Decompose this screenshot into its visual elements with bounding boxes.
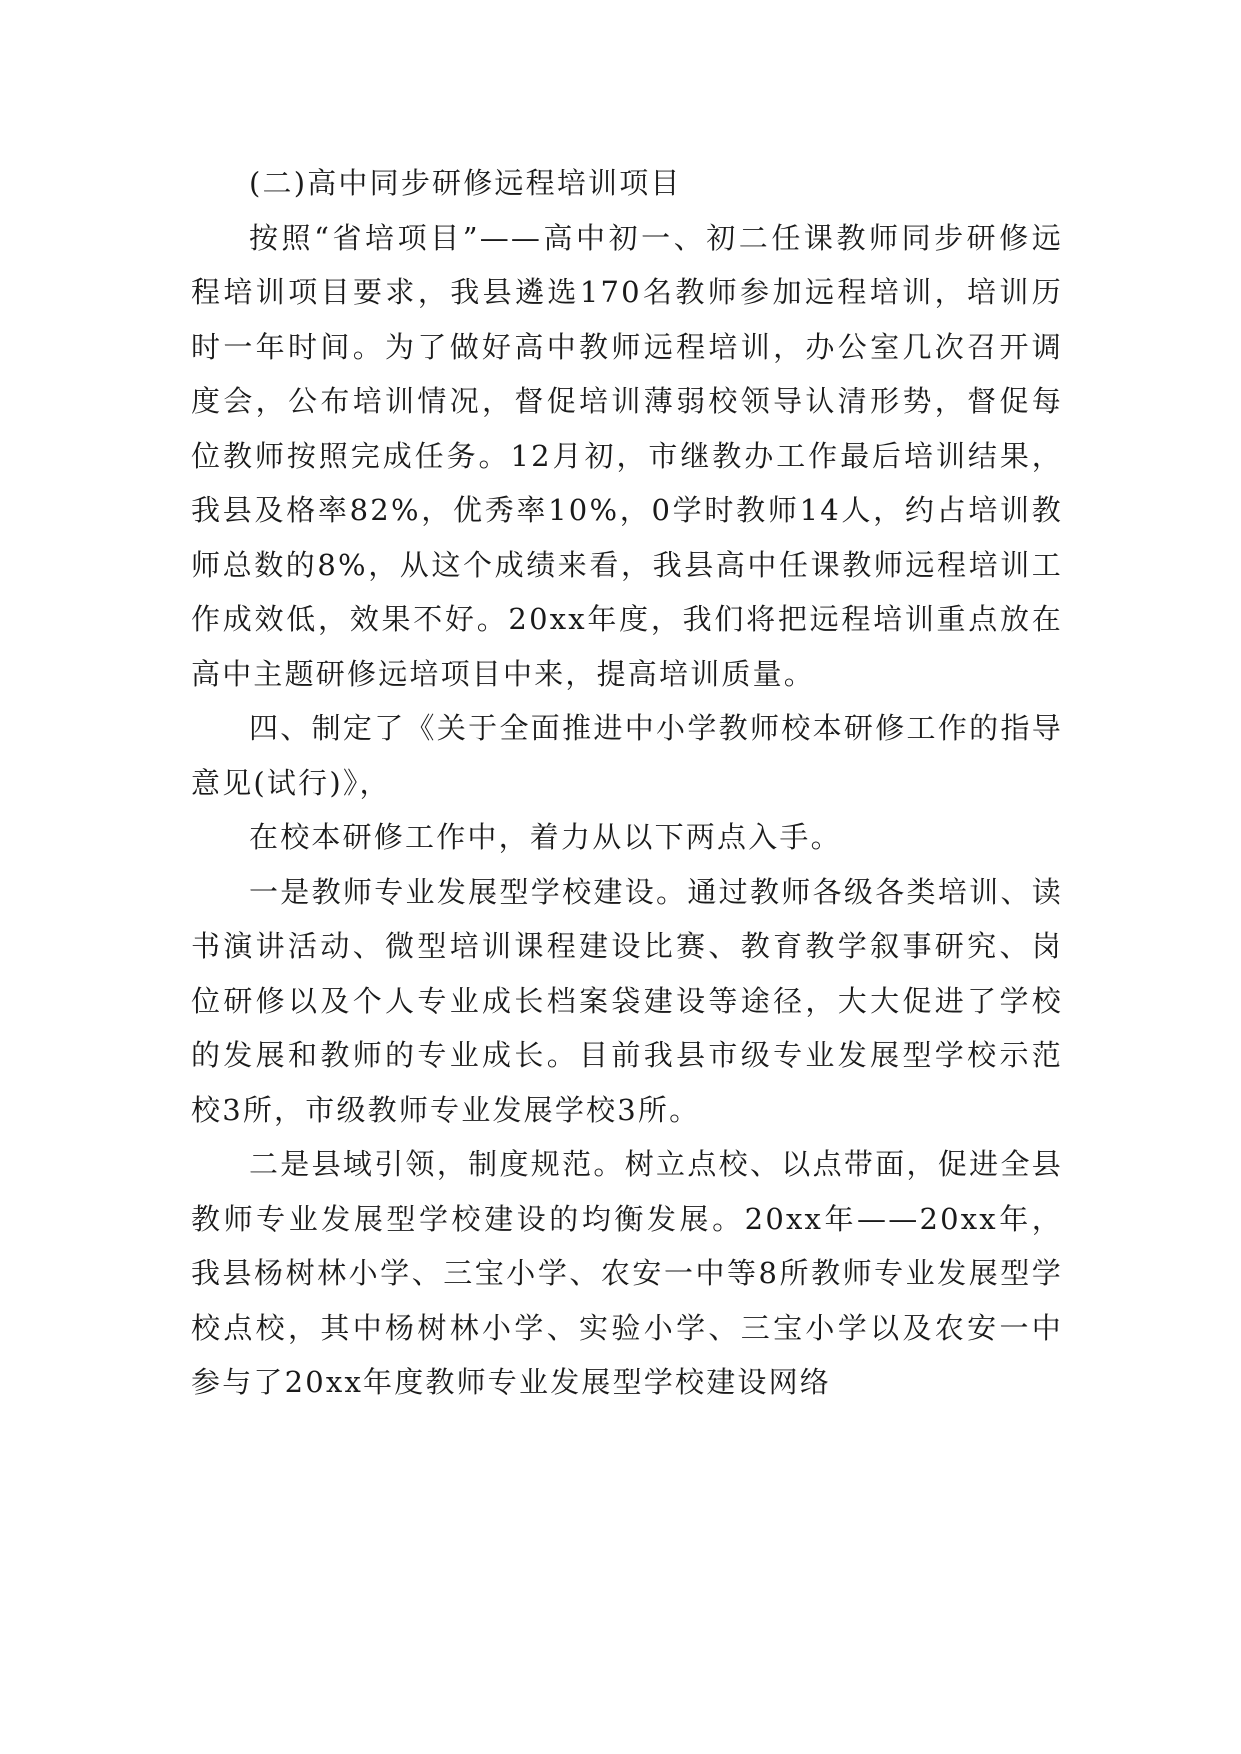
document-body bbox=[191, 156, 1063, 1410]
paragraph-point-two: 二是县域引领，制度规范。树立点校、以点带面，促进全县教师专业发展型学校建设的均衡发展。20xx年——20xx年，我县杨树林小学、三宝小学、农安一中等8所教师专业发展型学校点校，其中杨树林小学、实验小学、三宝小学以及农安一中参与了20xx年度教师专业发展型学校建设网络 bbox=[191, 1147, 1063, 1399]
paragraph-remote-training-results: 按照“省培项目”——高中初一、初二任课教师同步研修远程培训项目要求，我县遴选170名教师参加远程培训，培训历时一年时间。为了做好高中教师远程培训，办公室几次召开调度会，公布培训情况，督促培训薄弱校领导认清形势，督促每位教师按照完成任务。12月初，市继教办工作最后培训结果，我县及格率82%，优秀率10%，0学时教师14人，约占培训教师总数的8%，从这个成绩来看，我县高中任课教师远程培训工作成效低，效果不好。20xx年度，我们将把远程培训重点放在高中主题研修远培项目中来，提高培训质量。 bbox=[191, 220, 1063, 691]
section-heading-school-based-research: 四、制定了《关于全面推进中小学教师校本研修工作的指导意见(试行)》， bbox=[191, 711, 1063, 800]
paragraph-point-one: 一是教师专业发展型学校建设。通过教师各级各类培训、读书演讲活动、微型培训课程建设比赛、教育教学叙事研究、岗位研修以及个人专业成长档案袋建设等途径，大大促进了学校的发展和教师的专业成长。目前我县市级专业发展型学校示范校3所，市级教师专业发展学校3所。 bbox=[191, 874, 1063, 1127]
section-heading-remote-training: (二)高中同步研修远程培训项目 bbox=[249, 166, 682, 200]
paragraph-intro-two-points: 在校本研修工作中，着力从以下两点入手。 bbox=[249, 820, 842, 854]
